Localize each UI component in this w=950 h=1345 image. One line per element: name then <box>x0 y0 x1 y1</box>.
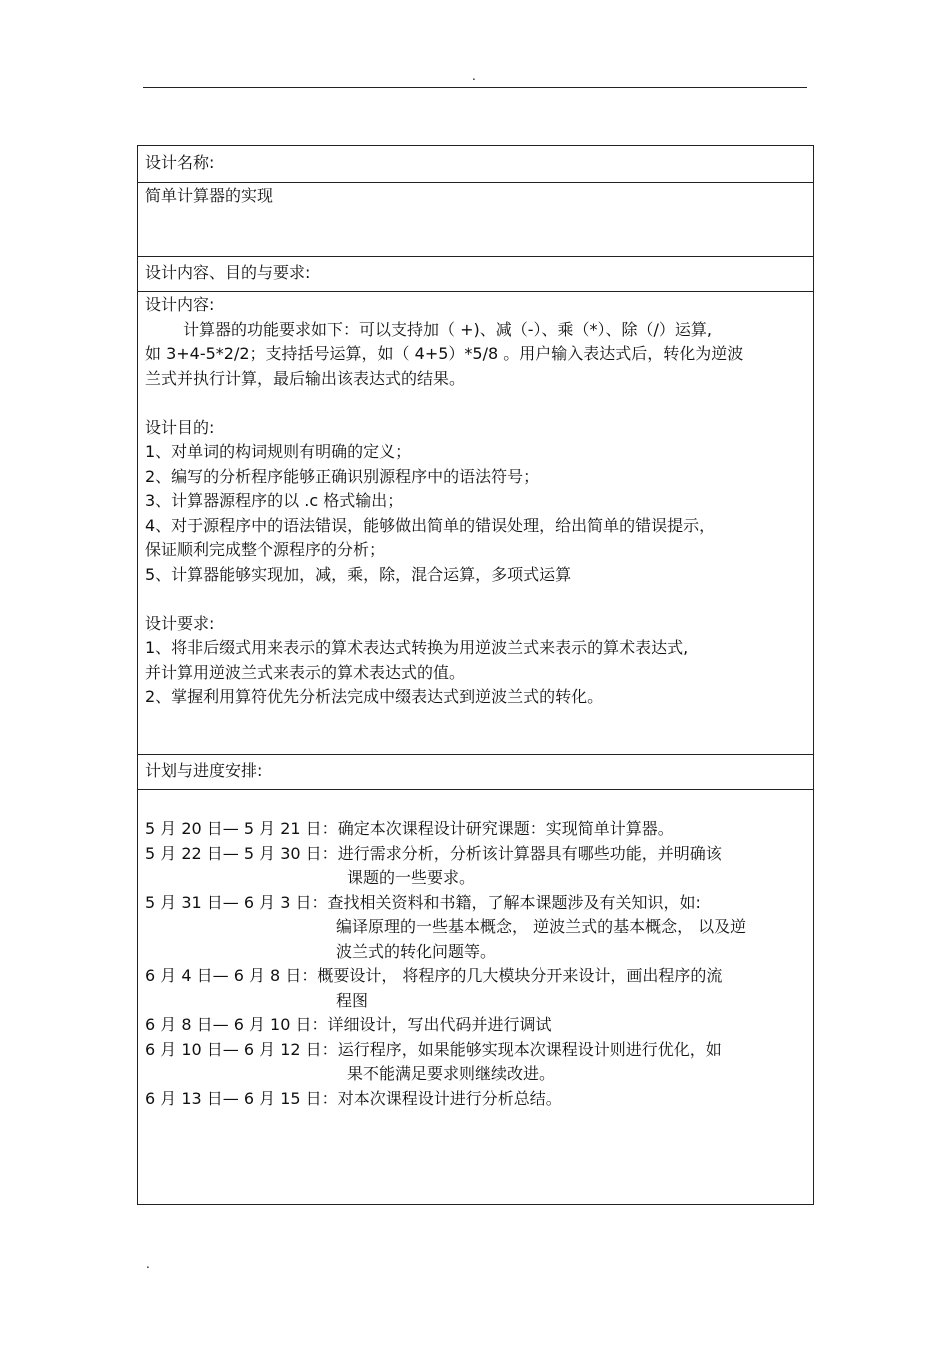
purpose-item: 5、计算器能够实现加，减，乘，除，混合运算，多项式运算 <box>145 564 572 584</box>
schedule-continuation: 果不能满足要求则继续改进。 <box>347 1064 556 1083</box>
schedule-entry <box>145 891 805 965</box>
content-line: 如 3+4-5*2/2；支持括号运算，如（ 4+5）*5/8 。用户输入表达式后，转化为逆波 <box>145 344 744 363</box>
requirement-item: 2、掌握利用算符优先分析法完成中缀表达式到逆波兰式的转化。 <box>145 687 604 706</box>
schedule-continuation: 课题的一些要求。 <box>347 868 476 887</box>
purpose-item: 4、对于源程序中的语法错误，能够做出简单的错误处理，给出简单的错误提示， <box>145 515 716 535</box>
schedule-text: 概要设计， 将程序的几大模块分开来设计，画出程序的流 <box>317 966 723 985</box>
name-value-row <box>138 183 813 257</box>
schedule-text: 确定本次课程设计研究课题：实现简单计算器。 <box>337 819 674 838</box>
content-heading: 设计内容: <box>145 295 215 314</box>
purpose-item: 3、计算器源程序的以 .c 格式输出； <box>145 491 404 510</box>
content-line: 兰式并执行计算，最后输出该表达式的结果。 <box>145 368 466 388</box>
content-label: 设计内容、目的与要求: <box>145 263 311 282</box>
purpose-item: 1、对单词的构词规则有明确的定义； <box>145 442 412 461</box>
schedule-continuation: 波兰式的转化问题等。 <box>336 941 497 961</box>
plan-label: 计划与进度安排: <box>145 761 263 780</box>
header-mark: . <box>472 69 476 83</box>
schedule-text: 进行需求分析，分析该计算器具有哪些功能，并明确该 <box>337 843 722 863</box>
schedule-continuation: 程图 <box>336 990 369 1010</box>
schedule-date: 6 月 13 日— 6 月 15 日： <box>145 1088 338 1108</box>
schedule-date: 5 月 22 日— 5 月 30 日： <box>145 843 338 863</box>
schedule-date: 5 月 31 日— 6 月 3 日： <box>145 892 328 912</box>
schedule-date: 6 月 4 日— 6 月 8 日： <box>145 966 318 985</box>
purpose-heading: 设计目的: <box>145 417 215 437</box>
schedule-entry <box>145 817 805 842</box>
schedule-entry <box>145 1038 805 1087</box>
name-label: 设计名称: <box>145 153 215 172</box>
schedule-continuation: 编译原理的一些基本概念， 逆波兰式的基本概念， 以及逆 <box>336 917 747 936</box>
plan-label-row <box>138 755 813 790</box>
footer-mark: . <box>146 1257 150 1271</box>
schedule-entry <box>145 1013 805 1038</box>
purpose-item: 2、编写的分析程序能够正确识别源程序中的语法符号； <box>145 466 540 486</box>
schedule-entry <box>145 1087 805 1112</box>
schedule-date: 5 月 20 日— 5 月 21 日： <box>145 819 338 838</box>
requirement-item: 并计算用逆波兰式来表示的算术表达式的值。 <box>145 662 466 682</box>
content-label-row <box>138 257 813 292</box>
purpose-item: 保证顺利完成整个源程序的分析； <box>145 540 386 559</box>
content-section <box>138 292 813 755</box>
schedule-text: 查找相关资料和书籍，了解本课题涉及有关知识，如: <box>327 892 701 912</box>
schedule-entry <box>145 964 805 1013</box>
requirements-heading: 设计要求: <box>145 613 215 633</box>
content-line: 计算器的功能要求如下：可以支持加（ +)、减（-）、乘（*）、除（/）运算, <box>183 319 712 339</box>
schedule-text: 对本次课程设计进行分析总结。 <box>337 1088 562 1108</box>
schedule-text: 运行程序，如果能够实现本次课程设计则进行优化，如 <box>337 1039 722 1059</box>
header-rule <box>143 87 807 88</box>
design-name: 简单计算器的实现 <box>145 186 274 205</box>
schedule-section <box>138 790 813 1204</box>
schedule-text: 详细设计，写出代码并进行调试 <box>327 1015 552 1034</box>
design-form <box>137 145 814 1205</box>
requirement-item: 1、将非后缀式用来表示的算术表达式转换为用逆波兰式来表示的算术表达式, <box>145 638 689 657</box>
schedule-entry <box>145 842 805 891</box>
schedule-date: 6 月 10 日— 6 月 12 日： <box>145 1039 338 1059</box>
schedule-date: 6 月 8 日— 6 月 10 日： <box>145 1015 328 1034</box>
name-label-row <box>138 146 813 183</box>
